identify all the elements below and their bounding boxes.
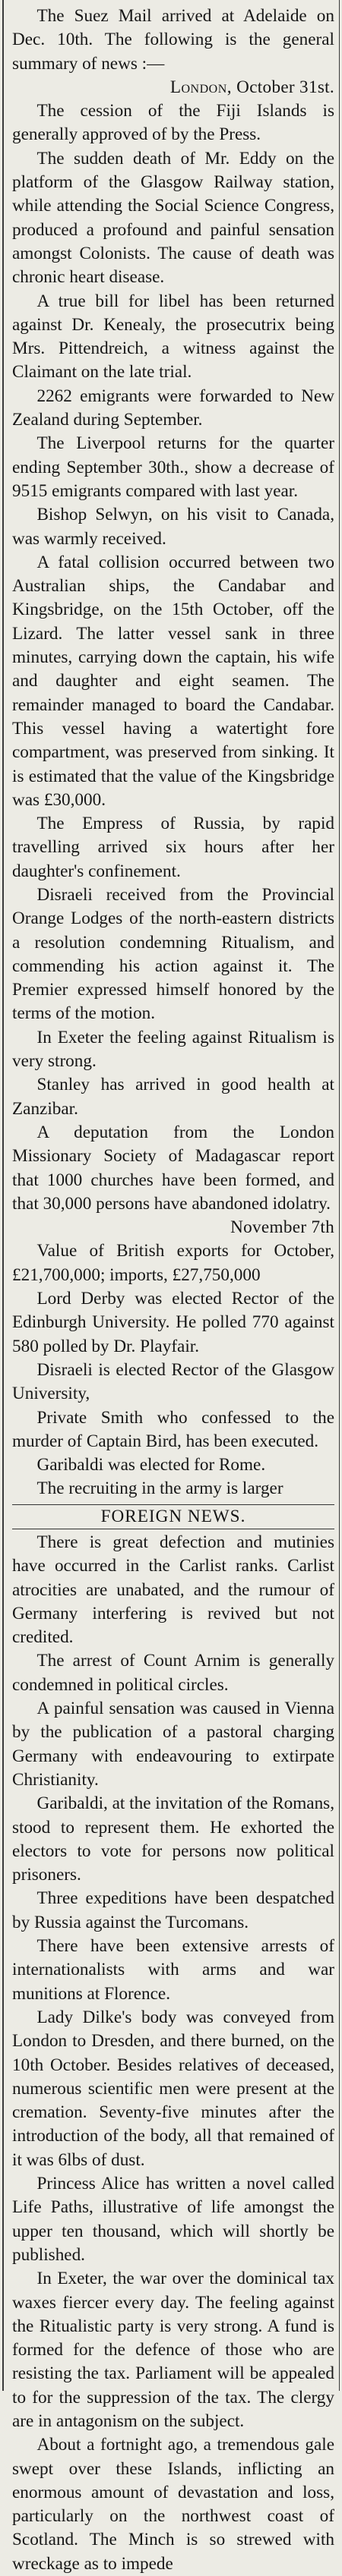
- news-paragraph: Private Smith who confessed to the murder of Captain Bird, has been executed.: [12, 1407, 334, 1451]
- news-paragraph: Disraeli is elected Rector of the Glasgow University,: [12, 1359, 334, 1404]
- dateline-date: November 7th: [230, 1217, 334, 1238]
- news-paragraph: The Empress of Russia, by rapid travelling arrived six hours after her daughter's confinement.: [12, 814, 334, 881]
- dateline-november: [12, 1216, 334, 1239]
- news-paragraph: Value of British exports for October, £21,700,000; imports, £27,750,000: [12, 1241, 334, 1285]
- news-paragraph: A painful sensation was caused in Vienna by the publication of a pastoral charging Germany with endeavouring to extirpate Christianity.: [12, 1699, 334, 1790]
- news-paragraph: 2262 emigrants were forwarded to New Zealand during September.: [12, 386, 334, 430]
- section-heading-foreign-news: FOREIGN NEWS.: [12, 1504, 334, 1529]
- news-paragraph: Stanley has arrived in good health at Zanzibar.: [12, 1075, 334, 1119]
- news-paragraph: About a fortnight ago, a tremendous gale swept over these Islands, inflicting an enormous amount of devastation and loss, particularly on the northwest coast of Scotland. The Minch is so strewed with wreckage as to impede: [12, 2435, 334, 2574]
- news-paragraph: In Exeter the feeling against Ritualism is very strong.: [12, 1027, 334, 1072]
- news-paragraph: Bishop Selwyn, on his visit to Canada, was warmly received.: [12, 505, 334, 549]
- news-paragraph: Lady Dilke's body was conveyed from London to Dresden, and there burned, on the 10th October. Besides relatives of deceased, numerous scientific men were present at the cremation. Seventy-five minutes after the introduction of the body, all that remained of it was 6lbs of dust.: [12, 2007, 334, 2170]
- intro-paragraph: The Suez Mail arrived at Adelaide on Dec. 10th. The following is the general summary of news :—: [12, 6, 334, 74]
- news-paragraph: Princess Alice has written a novel called Life Paths, illustrative of life amongst the upper ten thousand, which will shortly be published.: [12, 2174, 334, 2265]
- news-paragraph: The sudden death of Mr. Eddy on the platform of the Glasgow Railway station, while attending the Social Science Congress, produced a profound and painful sensation amongst Colonists. The cause of death was chronic heart disease.: [12, 148, 334, 288]
- column-rule-left: [2, 0, 4, 2391]
- column-rule-right: [339, 0, 340, 2391]
- news-paragraph: Lord Derby was elected Rector of the Edinburgh University. He polled 770 against 580 polled by Dr. Playfair.: [12, 1289, 334, 1356]
- news-paragraph: Garibaldi was elected for Rome.: [36, 1455, 266, 1475]
- news-paragraph: In Exeter, the war over the dominical tax waxes fiercer every day. The feeling against the Ritualistic party is very strong. A fund is formed for the defence of those who are resisting the tax. Parliament will be appealed to for the suppression of the tax. The clergy are in antagonism on the subject.: [12, 2269, 334, 2431]
- dateline-place: London,: [169, 77, 233, 97]
- news-paragraph: Disraeli received from the Provincial Orange Lodges of the north-eastern districts a resolution condemning Ritualism, and commending his action against it. The Premier expressed himself honored by the terms of the motion.: [12, 884, 334, 1024]
- news-paragraph: There is great defection and mutinies have occurred in the Carlist ranks. Carlist atrocities are unabated, and the rumour of Germany interfering is revived but not credited.: [12, 1532, 334, 1648]
- news-paragraph: The Liverpool returns for the quarter ending September 30th., show a decrease of 9515 emigrants compared with last year.: [12, 433, 334, 501]
- dateline-london: [12, 76, 334, 99]
- dateline-date: October 31st.: [236, 77, 334, 97]
- news-paragraph: Three expeditions have been despatched by Russia against the Turcomans.: [12, 1888, 334, 1932]
- news-paragraph: A true bill for libel has been returned against Dr. Kenealy, the prosecutrix being Mrs. Pittendreich, a witness against the Claimant on the late trial.: [12, 291, 334, 383]
- news-paragraph: Garibaldi, at the invitation of the Romans, stood to represent them. He exhorted the electors to vote for persons now political prisoners.: [12, 1793, 334, 1885]
- news-paragraph: The arrest of Count Arnim is generally condemned in political circles.: [12, 1651, 334, 1695]
- news-paragraph: A fatal collision occurred between two Australian ships, the Candabar and Kingsbridge, on the 15th October, off the Lizard. The latter vessel sank in three minutes, carrying down the captain, his wife and daughter and eight seamen. The remainder managed to board the Candabar. This vessel having a watertight fore compartment, was preserved from sinking. It is estimated that the value of the Kingsbridge was £30,000.: [12, 552, 334, 810]
- news-paragraph: The cession of the Fiji Islands is generally approved of by the Press.: [12, 101, 334, 145]
- news-paragraph: The recruiting in the army is larger: [36, 1479, 283, 1499]
- news-paragraph: A deputation from the London Missionary Society of Madagascar report that 1000 churches have been formed, and that 30,000 persons have abandoned idolatry.: [12, 1122, 334, 1214]
- news-paragraph: There have been extensive arrests of internationalists with arms and war munitions at Florence.: [12, 1936, 334, 2004]
